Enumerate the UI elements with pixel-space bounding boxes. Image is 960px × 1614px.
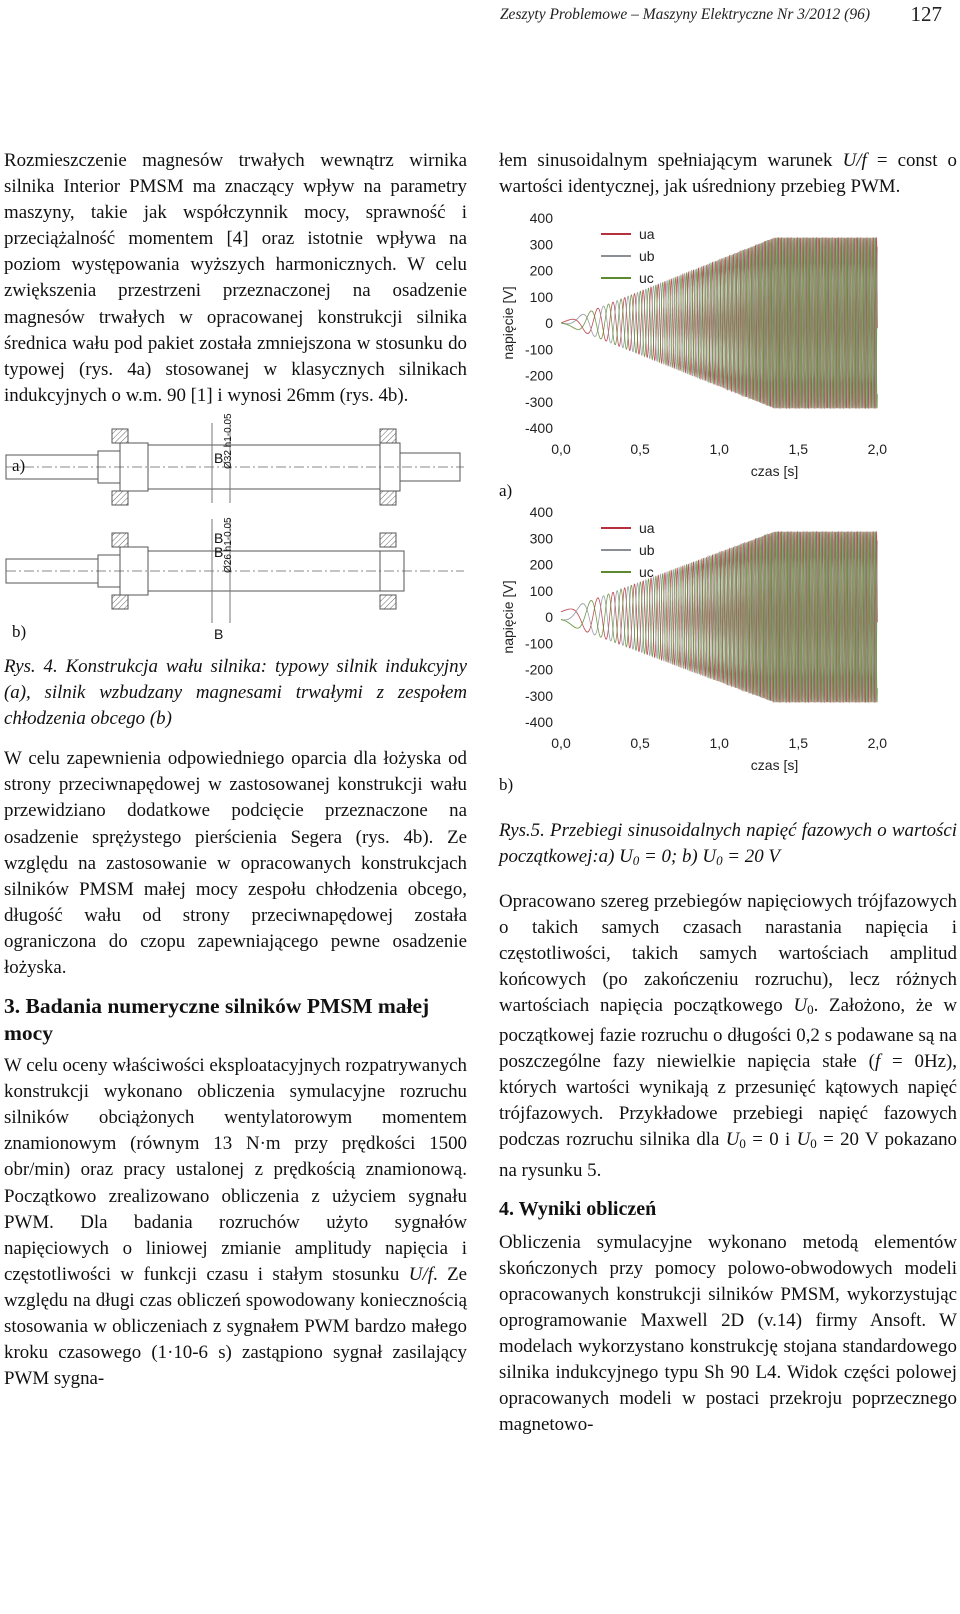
caption5-sub-b: 0 [716,853,723,869]
legend-label-ub: ub [639,542,655,559]
y-tick-label: 200 [529,262,553,279]
y-tick-label: 100 [529,583,553,600]
figure4-dim-b: Ø26 h1-0.05 [223,517,234,573]
figure4-label-a: a) [12,455,26,475]
simulation-uf: U/f [408,1263,433,1285]
y-tick-label: 0 [545,315,553,332]
waveforms-u0-c-sub: 0 [810,1136,817,1152]
y-tick-label: -200 [524,367,553,384]
y-tick-label: 400 [529,210,553,227]
waveforms-text-2: . Założono, że w początkowej fazie rozruchu o długości 0,2 s podawane są na poszczególne fazy niewielkie napięcia stałe ( [499,994,957,1073]
y-tick-label: 200 [529,556,553,573]
waveforms-f: f [874,1051,881,1073]
y-tick-label: -100 [524,341,553,358]
y-tick-label: -200 [524,661,553,678]
x-axis-label: czas [s] [750,463,799,480]
paragraph-pm-placement: Rozmieszczenie magnesów trwałych wewnątrz wirnika silnika Interior PMSM ma znaczący wpływ na parametry maszyny, takie jak współczynnik mocy, sprawność i przeciążalność momentem [4] oraz istotnie wpływa na poziom występowania wyższych harmonicznych. W celu zwiększenia przestrzeni przeznaczonej na osadzenie magnesów trwałych w opracowanej konstrukcji silnika średnica wału pod pakiet została zmniejszona w stosunku do typowej (rys. 4a) stosowanej w klasycznych silnikach indukcyjnych o w.m. 90 [1] i wynosi 26mm (rys. 4b). [4,150,467,406]
waveforms-u0-b: U [725,1129,740,1151]
waveforms-u0-a: U [793,994,808,1016]
chart-b [499,504,919,776]
y-tick-label: 0 [545,609,553,626]
figure4-marker-b-bottom: B [214,625,224,642]
paragraph-waveforms [499,889,957,1184]
x-tick-label: 1,0 [709,441,729,458]
section-heading-3: 3. Badania numeryczne silników PMSM małej mocy [4,994,430,1046]
caption5-sub-a: 0 [632,853,640,869]
caption5-eq-a: = 0; b) [639,846,703,868]
figure4-marker-b-mid1: B [214,529,224,546]
x-tick-label: 1,5 [788,735,809,752]
paragraph-fem: Obliczenia symulacyjne wykonano metodą elementów skończonych przy pomocy polowo-obwodowych modeli opracowanych konstrukcji silników PMSM, wykorzystując oprogramowanie Maxwell 2D (v.14) firmy Ansoft. W modelach wykorzystano konstrukcję stojana standardowego silnika indukcyjnego typu Sh 90 L4. Widok części polowej opracowanych modeli w postaci przekroju poprzecznego magnetowo- [499,1231,957,1436]
y-tick-label: 300 [529,236,553,253]
figure5-caption [499,818,957,874]
y-tick-label: 300 [529,530,553,547]
paragraph-sinusoidal [499,148,957,200]
left-column [4,148,467,1392]
chart-a-wrapper [499,210,957,504]
chart-b-wrapper [499,504,957,798]
page-header [0,0,960,40]
figure4-label-b: b) [12,621,27,641]
simulation-text-2: . Ze względu na długi czas obliczeń spowodowany koniecznością stosowania w obliczeniach z sygnałem PWM bardzo małego kroku czasowego (1·10-6 s) zastąpiono sygnał zasilający PWM sygna- [4,1263,467,1390]
legend-label-uc: uc [639,270,654,287]
figure-shaft [4,413,467,648]
waveforms-u0-a-sub: 0 [807,1001,814,1017]
y-tick-label: 400 [529,504,553,521]
x-tick-label: 1,5 [788,441,809,458]
legend-label-uc: uc [639,564,654,581]
x-axis-label: czas [s] [750,757,799,774]
legend-label-ua: ua [639,226,655,243]
caption5-eq-b: = 20 V [722,846,780,868]
x-tick-label: 0,0 [551,441,571,458]
legend-label-ua: ua [639,520,655,537]
paragraph-bearing: W celu zapewnienia odpowiedniego oparcia dla łożyska od strony przeciwnapędowej w zastosowanej konstrukcji wału przewidziano dodatkowe podcięcie przeznaczone na osadzenie sprężystego pierścienia Segera (rys. 4b). Ze względu na zastosowanie w opracowanych konstrukcjach silników PMSM małej mocy zespołu chłodzenia obcego, długość wału od strony przeciwnapędowej została ograniczona do czopu zapewniającego pewne osadzenie łożyska. [4,748,467,978]
figure4-caption: Rys. 4. Konstrukcja wału silnika: typowy silnik indukcyjny (a), silnik wzbudzany magnesami trwałymi z zespołem chłodzenia obcego (b) [4,655,467,730]
x-tick-label: 0,0 [551,735,571,752]
chart-a [499,210,919,482]
waveforms-u0-b-sub: 0 [739,1136,746,1152]
sinusoidal-text-2: = const o wartości identycznej, jak uśredniony przebieg PWM. [499,150,957,198]
y-tick-label: 100 [529,288,553,305]
figure4-marker-b-top: B [214,449,224,466]
y-axis-label: napięcie [V] [500,580,516,654]
waveforms-text-4: = 0 i [745,1129,797,1151]
right-column [499,148,957,1438]
page-number: 127 [910,2,942,26]
sinusoidal-text-1: łem sinusoidalnym spełniającym warunek [499,150,843,171]
section-heading-4: 4. Wyniki obliczeń [499,1197,657,1220]
caption5-u-a: U [619,846,633,868]
waveforms-text-3: = 0Hz), których wartości wynikają z przesunięć kątowych napięć trójfazowych. Przykładowe przebiegi napięć fazowych podczas rozruchu silnika dla [499,1051,957,1151]
sinusoidal-uf: U/f [842,150,867,171]
y-tick-label: -100 [524,635,553,652]
y-tick-label: -400 [524,714,553,731]
x-tick-label: 1,0 [709,735,729,752]
legend-label-ub: ub [639,248,655,265]
x-tick-label: 0,5 [630,735,650,752]
y-tick-label: -400 [524,420,553,437]
chart-b-label: b) [499,775,514,795]
simulation-text-1: W celu oceny właściwości eksploatacyjnych rozpatrywanych konstrukcji wykonano obliczenia symulacyjne rozruchu silników obciążonych wentylatorowym momentem znamionowym (równym 13 N·m przy prędkości 1500 obr/min) oraz pracy ustalonej z prędkością znamionową. Początkowo zrealizowano obliczenia z użyciem sygnału PWM. Dla badania rozruchów użyto sygnałów napięciowych o liniowej zmianie amplitudy napięcia i częstotliwości w funkcji czasu i stałym stosunku [4,1055,467,1285]
x-tick-label: 2,0 [867,735,888,752]
waveforms-text-5: = 20 V pokazano na rysunku 5. [499,1129,957,1181]
caption5-u-b: U [702,846,717,868]
y-tick-label: -300 [524,393,553,410]
chart-a-label: a) [499,481,513,501]
caption5-text-1: Rys.5. Przebiegi sinusoidalnych napięć fazowych o wartości początkowej:a) [499,820,957,868]
x-tick-label: 2,0 [867,441,888,458]
figure4-marker-b-mid2: B [214,543,224,560]
paragraph-simulation [4,1053,467,1392]
y-tick-label: -300 [524,688,553,705]
waveforms-u0-c: U [796,1129,811,1151]
journal-title: Zeszyty Problemowe – Maszyny Elektryczne Nr 3/2012 (96) [499,6,870,23]
figure4-dim-a: Ø32 h1-0.05 [223,413,234,469]
y-axis-label: napięcie [V] [500,286,516,360]
waveforms-text-1: Opracowano szereg przebiegów napięciowych trójfazowych o takich samych czasach narastania napięcia i częstotliwości, takich samych wartościach amplitud końcowych (po zakończeniu rozruchu), lecz różnych wartościach napięcia początkowego [499,890,957,1016]
x-tick-label: 0,5 [630,441,650,458]
